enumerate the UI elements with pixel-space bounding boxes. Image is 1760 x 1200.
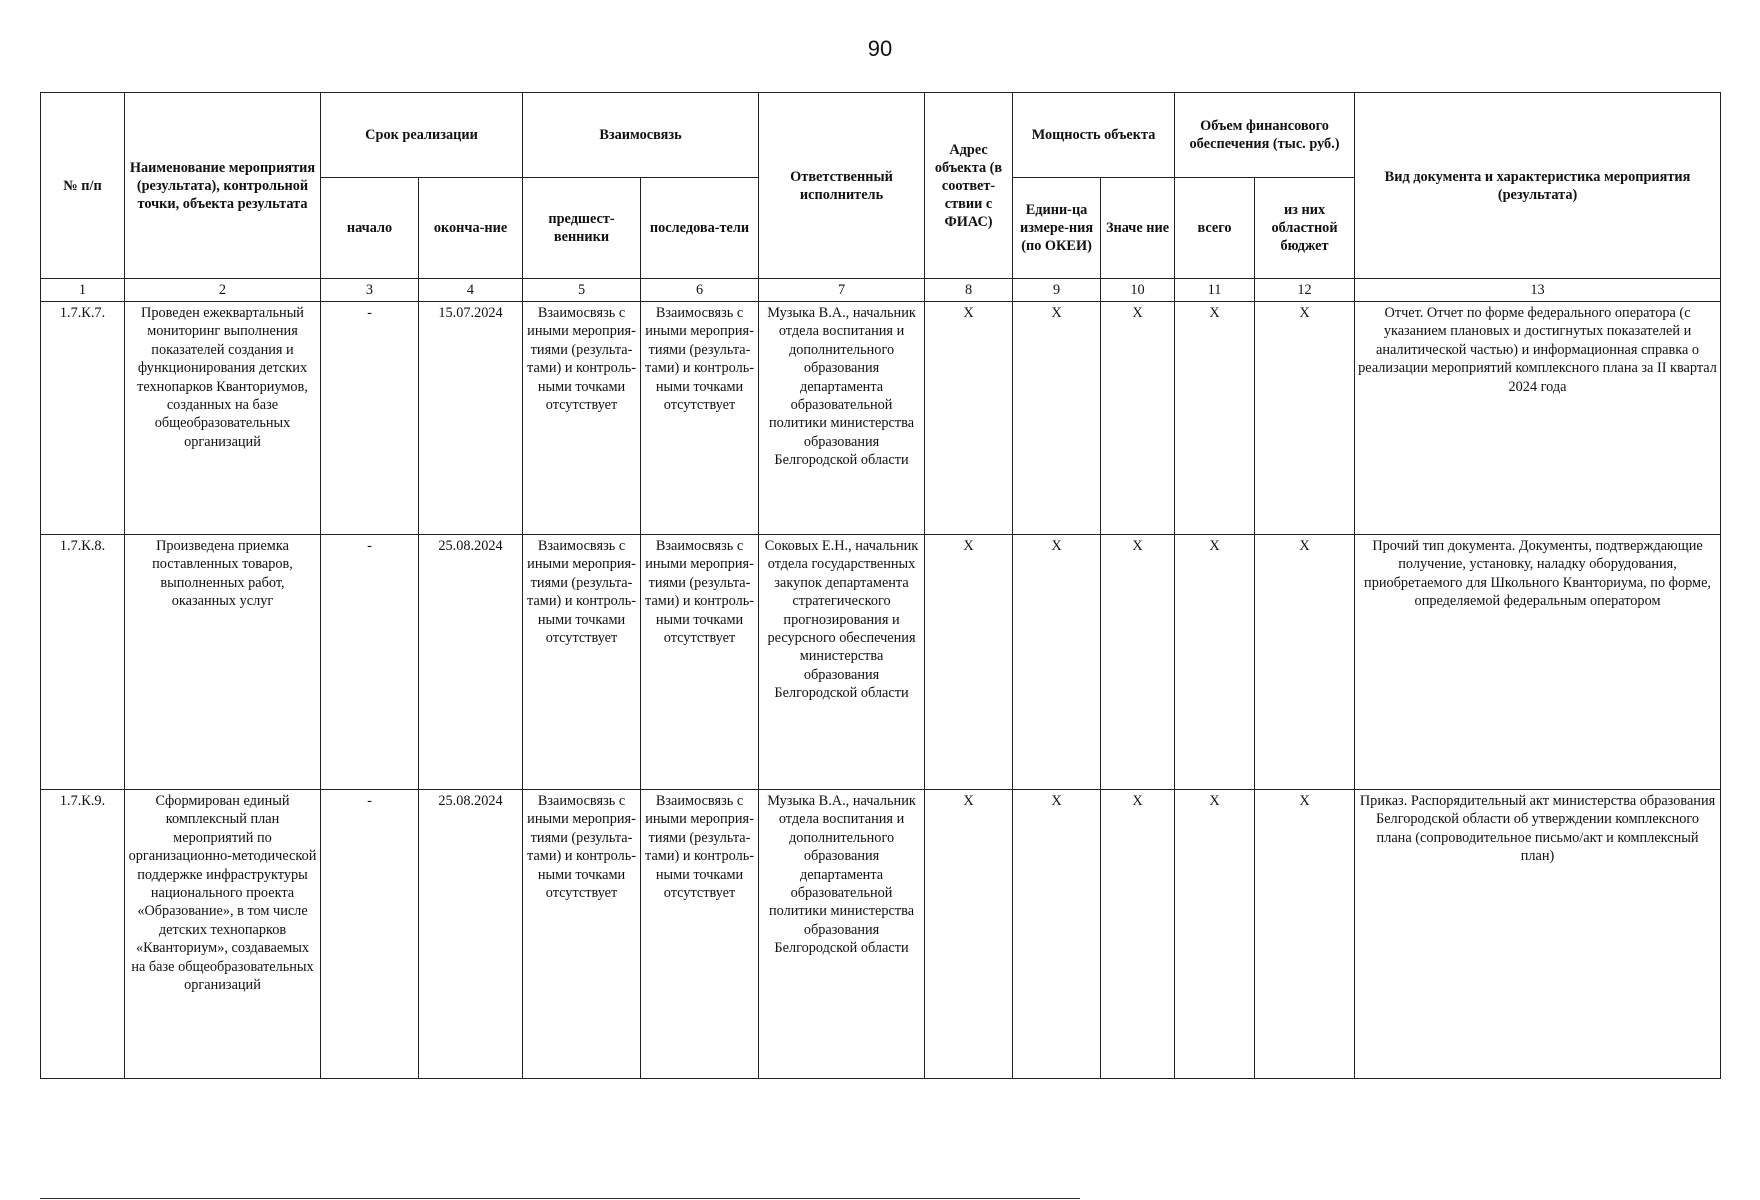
column-number: 13 (1355, 279, 1721, 302)
row-doc: Отчет. Отчет по форме федерального оператора (с указанием плановых и достигнутых показателей и аналитической частью) и информационная справка о реализации мероприятий комплексного плана за II квартал 2024 года (1355, 302, 1721, 535)
row-start: - (321, 790, 419, 1079)
row-name: Произведена приемка поставленных товаров, выполненных работ, оказанных услуг (125, 535, 321, 790)
table-row (41, 790, 1721, 1079)
column-number: 8 (925, 279, 1013, 302)
row-start: - (321, 302, 419, 535)
header-term: Срок реализации (321, 93, 523, 178)
row-next: Взаимосвязь с иными мероприя-тиями (результа-тами) и контроль-ными точками отсутствует (641, 535, 759, 790)
header-link: Взаимосвязь (523, 93, 759, 178)
row-unit: X (1013, 535, 1101, 790)
header-name: Наименование мероприятия (результата), контрольной точки, объекта результата (125, 93, 321, 279)
column-number: 1 (41, 279, 125, 302)
row-value: X (1101, 302, 1175, 535)
header-capacity-value: Значе ние (1101, 178, 1175, 279)
row-prev: Взаимосвязь с иными мероприя-тиями (результа-тами) и контроль-ными точками отсутствует (523, 790, 641, 1079)
header-finance-regional: из них областной бюджет (1255, 178, 1355, 279)
row-total: X (1175, 535, 1255, 790)
column-number: 3 (321, 279, 419, 302)
plan-table (40, 92, 1721, 1079)
row-name: Сформирован единый комплексный план мероприятий по организационно-методической поддержке инфраструктуры национального проекта «Образование», в том числе детских технопарков «Кванториум», создаваемых на базе общеобразовательных организаций (125, 790, 321, 1079)
header-link-next: последова-тели (641, 178, 759, 279)
row-num: 1.7.К.8. (41, 535, 125, 790)
bottom-rule (40, 1198, 1080, 1199)
column-number: 4 (419, 279, 523, 302)
column-number: 5 (523, 279, 641, 302)
row-unit: X (1013, 302, 1101, 535)
header-finance-total: всего (1175, 178, 1255, 279)
row-value: X (1101, 790, 1175, 1079)
row-end: 15.07.2024 (419, 302, 523, 535)
header-term-start: начало (321, 178, 419, 279)
row-executor: Музыка В.А., начальник отдела воспитания и дополнительного образования департамента образовательной политики министерства образования Белгородской области (759, 790, 925, 1079)
header-num: № п/п (41, 93, 125, 279)
row-prev: Взаимосвязь с иными мероприя-тиями (результа-тами) и контроль-ными точками отсутствует (523, 535, 641, 790)
row-end: 25.08.2024 (419, 790, 523, 1079)
row-total: X (1175, 302, 1255, 535)
row-num: 1.7.К.9. (41, 790, 125, 1079)
row-doc: Приказ. Распорядительный акт министерства образования Белгородской области об утверждении комплексного плана (сопроводительное письмо/акт и комплексный план) (1355, 790, 1721, 1079)
row-end: 25.08.2024 (419, 535, 523, 790)
row-regional: X (1255, 535, 1355, 790)
column-number: 10 (1101, 279, 1175, 302)
column-number: 11 (1175, 279, 1255, 302)
column-number: 12 (1255, 279, 1355, 302)
row-num: 1.7.К.7. (41, 302, 125, 535)
header-capacity-unit: Едини-ца измере-ния (по ОКЕИ) (1013, 178, 1101, 279)
header-capacity: Мощность объекта (1013, 93, 1175, 178)
header-link-prev: предшест-венники (523, 178, 641, 279)
header-term-end: оконча-ние (419, 178, 523, 279)
row-regional: X (1255, 302, 1355, 535)
row-address: X (925, 535, 1013, 790)
header-address: Адрес объекта (в соответ-ствии с ФИАС) (925, 93, 1013, 279)
row-start: - (321, 535, 419, 790)
column-number-row (41, 279, 1721, 302)
row-value: X (1101, 535, 1175, 790)
row-executor: Музыка В.А., начальник отдела воспитания и дополнительного образования департамента образовательной политики министерства образования Белгородской области (759, 302, 925, 535)
header-row-1 (41, 93, 1721, 178)
row-address: X (925, 790, 1013, 1079)
row-name: Проведен ежеквартальный мониторинг выполнения показателей создания и функционирования детских технопарков Кванториумов, созданных на базе общеобразовательных организаций (125, 302, 321, 535)
row-total: X (1175, 790, 1255, 1079)
row-prev: Взаимосвязь с иными мероприя-тиями (результа-тами) и контроль-ными точками отсутствует (523, 302, 641, 535)
page-number: 90 (867, 36, 893, 61)
row-next: Взаимосвязь с иными мероприя-тиями (результа-тами) и контроль-ными точками отсутствует (641, 790, 759, 1079)
row-address: X (925, 302, 1013, 535)
table-row (41, 535, 1721, 790)
row-next: Взаимосвязь с иными мероприя-тиями (результа-тами) и контроль-ными точками отсутствует (641, 302, 759, 535)
column-number: 6 (641, 279, 759, 302)
column-number: 9 (1013, 279, 1101, 302)
row-doc: Прочий тип документа. Документы, подтверждающие получение, установку, наладку оборудования, приобретаемого для Школьного Кванториума, по форме, определяемой федеральным оператором (1355, 535, 1721, 790)
table-row (41, 302, 1721, 535)
header-finance: Объем финансового обеспечения (тыс. руб.) (1175, 93, 1355, 178)
row-executor: Соковых Е.Н., начальник отдела государственных закупок департамента стратегического прогнозирования и ресурсного обеспечения министерства образования Белгородской области (759, 535, 925, 790)
header-doc: Вид документа и характеристика мероприятия (результата) (1355, 93, 1721, 279)
column-number: 7 (759, 279, 925, 302)
row-unit: X (1013, 790, 1101, 1079)
column-number: 2 (125, 279, 321, 302)
header-executor: Ответственный исполнитель (759, 93, 925, 279)
row-regional: X (1255, 790, 1355, 1079)
